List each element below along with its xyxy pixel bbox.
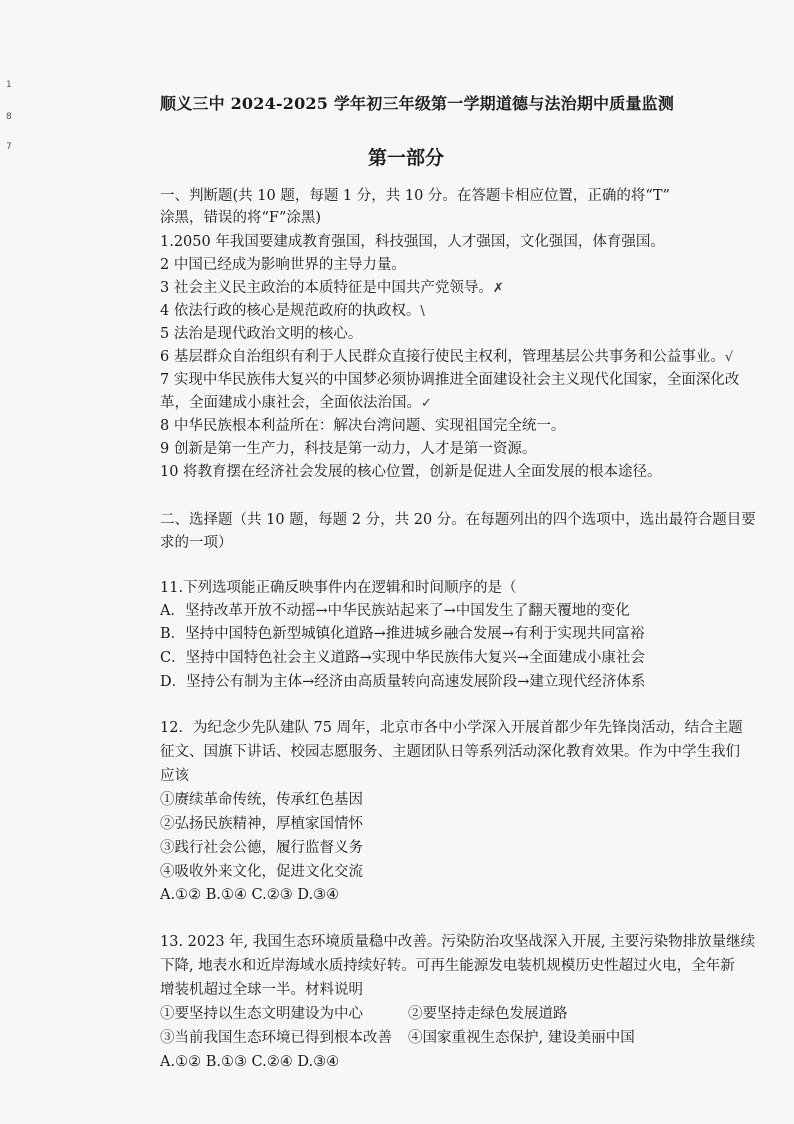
tf-item-10: 10 将教育摆在经济社会发展的核心位置，创新是促进人全面发展的根本途径。 [160, 464, 662, 480]
tf-item-7: 7 实现中华民族伟大复兴的中国梦必须协调推进全面建设社会主义现代化国家，全面深化改 [160, 372, 740, 388]
handwritten-mark: √ [724, 350, 734, 365]
q12-stem-cont: 征文、国旗下讲话、校园志愿服务、主题团队日等系列活动深化教育效果。作为中学生我们 [160, 744, 740, 760]
tf-item-9: 9 创新是第一生产力，科技是第一动力，人才是第一资源。 [160, 441, 537, 457]
q11-option-b: B．坚持中国特色新型城镇化道路→推进城乡融合发展→有利于实现共同富裕 [160, 626, 645, 642]
q12-choice-2: ②弘扬民族精神，厚植家国情怀 [160, 816, 363, 832]
q12-choice-1: ①赓续革命传统，传承红色基因 [160, 792, 363, 808]
section2-heading: 二、选择题（共 10 题，每题 2 分，共 20 分。在每题列出的四个选项中，选出最符合题目要 [160, 512, 756, 528]
q11-stem: 11.下列选项能正确反映事件内在逻辑和时间顺序的是（ [160, 580, 517, 596]
part-heading: 第一部分 [368, 147, 445, 169]
q13-choice-4: ④国家重视生态保护, 建设美丽中国 [408, 1030, 635, 1046]
q12-answer-options: A.①② B.①④ C.②③ D.③④ [160, 887, 340, 903]
q13-stem-cont: 增装机超过全球一半。材料说明 [160, 982, 363, 998]
tf-item-1: 1.2050 年我国要建成教育强国，科技强国，人才强国，文化强国，体育强国。 [160, 234, 665, 250]
q12-choice-3: ③践行社会公德，履行监督义务 [160, 840, 363, 856]
q13-stem: 13. 2023 年, 我国生态环境质量稳中改善。污染防治攻坚战深入开展, 主要污染物排放量继续 [160, 934, 756, 950]
section1-heading-cont: 涂黑，错误的将“F”涂黑) [160, 210, 322, 226]
margin-mark: 1 [6, 80, 12, 90]
margin-mark: 7 [6, 142, 12, 152]
q13-answer-options: A.①② B.①③ C.②④ D.③④ [160, 1054, 340, 1070]
handwritten-mark: ✓ [421, 396, 432, 411]
handwritten-mark: \ [420, 304, 425, 319]
tf-item-5: 5 法治是现代政治文明的核心。 [160, 326, 363, 342]
tf-item-2: 2 中国已经成为影响世界的主导力量。 [160, 257, 406, 273]
handwritten-mark: ✗ [492, 281, 504, 296]
q11-option-c: C．坚持中国特色社会主义道路→实现中华民族伟大复兴→全面建成小康社会 [160, 650, 645, 666]
section2-heading-cont: 求的一项） [160, 535, 233, 551]
q13-stem-cont: 下降, 地表水和近岸海域水质持续好转。可再生能源发电装机规模历史性超过火电，全年新 [160, 958, 735, 974]
tf-item-6: 6 基层群众自治组织有利于人民群众直接行使民主权利，管理基层公共事务和公益事业。√ [160, 349, 734, 365]
q12-stem-cont: 应该 [160, 768, 189, 784]
exam-title: 顺义三中 2024-2025 学年初三年级第一学期道德与法治期中质量监测 [160, 94, 675, 113]
margin-mark: 8 [6, 112, 12, 122]
tf-item-4: 4 依法行政的核心是规范政府的执政权。\ [160, 303, 425, 319]
q12-stem: 12．为纪念少先队建队 75 周年，北京市各中小学深入开展首都少年先锋岗活动，结合主题 [160, 720, 743, 736]
tf-item-8: 8 中华民族根本利益所在：解决台湾问题、实现祖国完全统一。 [160, 418, 566, 434]
tf-item-3: 3 社会主义民主政治的本质特征是中国共产党领导。✗ [160, 280, 504, 296]
q13-choice-1: ①要坚持以生态文明建设为中心 [160, 1006, 363, 1022]
q11-option-a: A．坚持改革开放不动摇→中华民族站起来了→中国发生了翻天覆地的变化 [160, 603, 630, 619]
q13-choice-3: ③当前我国生态环境已得到根本改善 [160, 1030, 392, 1046]
section1-heading: 一、判断题(共 10 题，每题 1 分，共 10 分。在答题卡相应位置，正确的将“T” [160, 188, 670, 204]
q11-option-d: D．坚持公有制为主体→经济由高质量转向高速发展阶段→建立现代经济体系 [160, 674, 646, 690]
tf-item-7-cont: 革，全面建成小康社会，全面依法治国。✓ [160, 395, 432, 411]
q12-choice-4: ④吸收外来文化，促进文化交流 [160, 864, 363, 880]
q13-choice-2: ②要坚持走绿色发展道路 [408, 1006, 568, 1022]
